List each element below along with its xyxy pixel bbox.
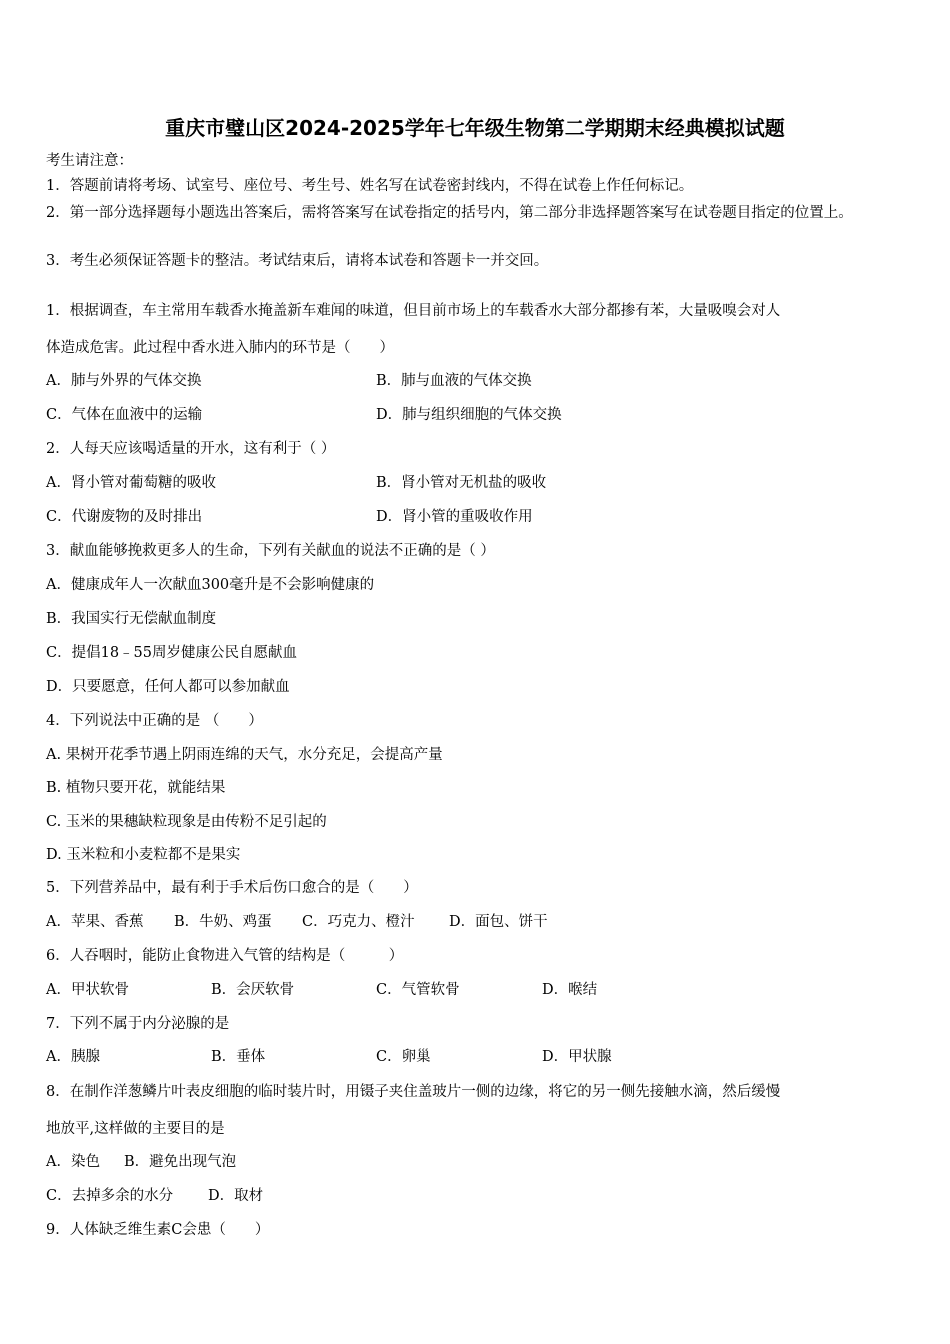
- question-8-option-c: C．去掉多余的水分: [46, 1188, 174, 1204]
- question-8-option-a: A．染色: [46, 1154, 100, 1170]
- question-4-option-d: D. 玉米粒和小麦粒都不是果实: [46, 847, 241, 863]
- question-2-text: 2．人每天应该喝适量的开水，这有利于（ ）: [46, 441, 336, 457]
- question-3-option-b: B．我国实行无偿献血制度: [46, 611, 217, 627]
- question-9-text: 9．人体缺乏维生素C会患（ ）: [46, 1222, 270, 1238]
- notice-item-2: 2．第一部分选择题每小题选出答案后，需将答案写在试卷指定的括号内，第二部分非选择题答案写在试卷题目指定的位置上。: [46, 205, 853, 221]
- question-7-option-d: D．甲状腺: [542, 1049, 612, 1065]
- question-4-option-c: C. 玉米的果穗缺粒现象是由传粉不足引起的: [46, 814, 327, 830]
- question-5-option-a: A．苹果、香蕉: [46, 914, 144, 930]
- question-1-option-a: A．肺与外界的气体交换: [46, 373, 202, 389]
- question-1-option-b: B．肺与血液的气体交换: [376, 373, 532, 389]
- notice-header: 考生请注意：: [46, 153, 133, 169]
- question-4-text: 4．下列说法中正确的是 （ ）: [46, 713, 263, 729]
- question-8-text-cont: 地放平,这样做的主要目的是: [46, 1121, 225, 1137]
- question-1-option-c: C．气体在血液中的运输: [46, 407, 203, 423]
- question-5-option-d: D．面包、饼干: [449, 914, 548, 930]
- question-6-option-c: C．气管软骨: [376, 982, 460, 998]
- question-7-option-b: B．垂体: [211, 1049, 266, 1065]
- question-1-text-cont: 体造成危害。此过程中香水进入肺内的环节是（ ）: [46, 340, 394, 356]
- question-1-option-d: D．肺与组织细胞的气体交换: [376, 407, 562, 423]
- page-title: 重庆市璧山区2024-2025学年七年级生物第二学期期末经典模拟试题: [165, 116, 785, 140]
- question-3-option-d: D．只要愿意，任何人都可以参加献血: [46, 679, 290, 695]
- notice-item-1: 1．答题前请将考场、试室号、座位号、考生号、姓名写在试卷密封线内，不得在试卷上作任何标记。: [46, 178, 694, 194]
- question-5-option-b: B．牛奶、鸡蛋: [174, 914, 272, 930]
- question-8-option-b: B．避免出现气泡: [124, 1154, 237, 1170]
- question-5-text: 5．下列营养品中，最有利于手术后伤口愈合的是（ ）: [46, 880, 418, 896]
- question-8-text: 8．在制作洋葱鳞片叶表皮细胞的临时装片时，用镊子夹住盖玻片一侧的边缘，将它的另一侧先接触水滴，然后缓慢: [46, 1084, 781, 1100]
- question-6-option-a: A．甲状软骨: [46, 982, 129, 998]
- question-7-option-c: C．卵巢: [376, 1049, 431, 1065]
- question-2-option-c: C．代谢废物的及时排出: [46, 509, 203, 525]
- question-3-option-c: C．提倡18﹣55周岁健康公民自愿献血: [46, 645, 297, 661]
- question-2-option-d: D．肾小管的重吸收作用: [376, 509, 533, 525]
- question-5-option-c: C．巧克力、橙汁: [302, 914, 415, 930]
- question-8-option-d: D．取材: [208, 1188, 264, 1204]
- question-3-option-a: A．健康成年人一次献血300毫升是不会影响健康的: [46, 577, 375, 593]
- question-4-option-b: B. 植物只要开花，就能结果: [46, 780, 226, 796]
- notice-item-3: 3．考生必须保证答题卡的整洁。考试结束后，请将本试卷和答题卡一并交回。: [46, 253, 549, 269]
- question-2-option-a: A．肾小管对葡萄糖的吸收: [46, 475, 216, 491]
- question-7-option-a: A．胰腺: [46, 1049, 100, 1065]
- question-2-option-b: B．肾小管对无机盐的吸收: [376, 475, 547, 491]
- question-4-option-a: A. 果树开花季节遇上阴雨连绵的天气，水分充足，会提高产量: [46, 747, 443, 763]
- question-3-text: 3．献血能够挽救更多人的生命，下列有关献血的说法不正确的是（ ）: [46, 543, 495, 559]
- question-6-option-d: D．喉结: [542, 982, 598, 998]
- question-7-text: 7．下列不属于内分泌腺的是: [46, 1016, 230, 1032]
- question-6-text: 6．人吞咽时，能防止食物进入气管的结构是（ ）: [46, 948, 404, 964]
- question-6-option-b: B．会厌软骨: [211, 982, 295, 998]
- question-1-text: 1．根据调查，车主常用车载香水掩盖新车难闻的味道，但目前市场上的车载香水大部分都掺有苯，大量吸嗅会对人: [46, 303, 781, 319]
